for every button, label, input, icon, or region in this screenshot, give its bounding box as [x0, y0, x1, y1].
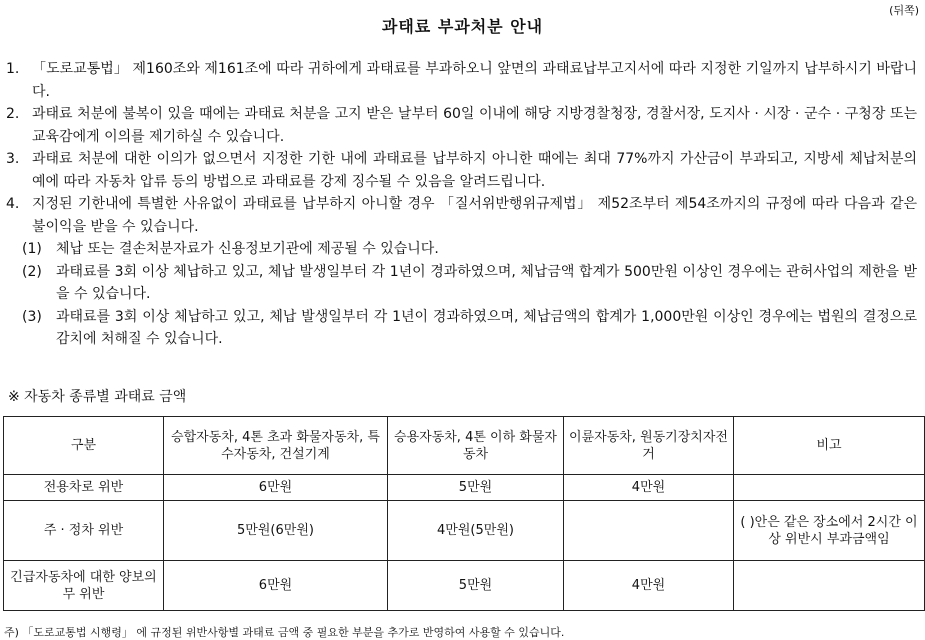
fine-amount-table: [3, 416, 925, 611]
table-cell: [734, 561, 925, 611]
header-cell-two-wheelers: 이륜자동차, 원동기장치자전거: [564, 417, 734, 475]
table-cell: 5만원(6만원): [164, 501, 388, 561]
page-title: 과태료 부과처분 안내: [381, 17, 544, 36]
table-cell: 4만원: [564, 561, 734, 611]
item-number: 1.: [6, 61, 20, 77]
item-text: 지정된 기한내에 특별한 사유없이 과태료를 납부하지 아니할 경우 「질서위반행위규제법」 제52조부터 제54조까지의 규정에 따라 다음과 같은 불이익을 받을 수 있습니다.: [32, 196, 917, 235]
list-item: [6, 58, 917, 103]
table-cell: 6만원: [164, 561, 388, 611]
table-cell: 주 · 정차 위반: [4, 501, 164, 561]
sub-item-text: 과태료를 3회 이상 체납하고 있고, 체납 발생일부터 각 1년이 경과하였으며, 체납금액 합계가 500만원 이상인 경우에는 관허사업의 제한을 받을 수 있습니다.: [56, 263, 917, 302]
sub-list-item: [6, 261, 917, 306]
item-number: 4.: [6, 196, 20, 212]
sub-item-number: (1): [22, 241, 42, 257]
page-side-label: (뒤쪽): [889, 4, 919, 17]
list-item: [6, 148, 917, 193]
table-cell: [734, 475, 925, 501]
table-cell: [564, 501, 734, 561]
table-cell: 6만원: [164, 475, 388, 501]
sub-list-item: [6, 306, 917, 351]
item-text: 「도로교통법」 제160조와 제161조에 따라 귀하에게 과태료를 부과하오니 앞면의 과태료납부고지서에 따라 지정한 기일까지 납부하시기 바랍니다.: [32, 61, 917, 100]
item-number: 2.: [6, 106, 20, 122]
table-cell: 전용차로 위반: [4, 475, 164, 501]
footnote: 주) 「도로교통법 시행령」 에 규정된 위반사항별 과태료 금액 중 필요한 부분을 추가로 반영하여 사용할 수 있습니다.: [4, 626, 565, 639]
table-cell: 긴급자동차에 대한 양보의무 위반: [4, 561, 164, 611]
list-item: [6, 193, 917, 238]
item-number: 3.: [6, 151, 20, 167]
table-cell: 5만원: [388, 475, 564, 501]
table-row: [4, 475, 925, 501]
table-header-row: [4, 417, 925, 475]
table-cell: 5만원: [388, 561, 564, 611]
table-cell: 4만원: [564, 475, 734, 501]
table-cell: ( )안은 같은 장소에서 2시간 이상 위반시 부과금액임: [734, 501, 925, 561]
table-caption: ※ 자동차 종류별 과태료 금액: [8, 389, 187, 405]
header-cell-remarks: 비고: [734, 417, 925, 475]
list-item: [6, 103, 917, 148]
table-row: [4, 561, 925, 611]
sub-item-number: (2): [22, 263, 42, 280]
notice-body: [6, 58, 917, 351]
table-row: [4, 501, 925, 561]
table-cell: 4만원(5만원): [388, 501, 564, 561]
sub-list-item: [6, 238, 917, 261]
header-cell-large-vehicles: 승합자동차, 4톤 초과 화물자동차, 특수자동차, 건설기계: [164, 417, 388, 475]
header-cell-passenger-cars: 승용자동차, 4톤 이하 화물자동차: [388, 417, 564, 475]
sub-item-number: (3): [22, 308, 42, 325]
item-text: 과태료 처분에 대한 이의가 없으면서 지정한 기한 내에 과태료를 납부하지 아니한 때에는 최대 77%까지 가산금이 부과되고, 지방세 체납처분의 예에 따라 자동차 압류 등의 방법으로 과태료를 강제 징수될 수 있음을 알려드립니다.: [32, 151, 917, 190]
sub-item-text: 과태료를 3회 이상 체납하고 있고, 체납 발생일부터 각 1년이 경과하였으며, 체납금액의 합계가 1,000만원 이상인 경우에는 법원의 결정으로 감치에 처해질 수 있습니다.: [56, 308, 917, 347]
header-cell-category: 구분: [4, 417, 164, 475]
item-text: 과태료 처분에 불복이 있을 때에는 과태료 처분을 고지 받은 날부터 60일 이내에 해당 지방경찰청장, 경찰서장, 도지사 · 시장 · 군수 · 구청장 또는 교육감에게 이의를 제기하실 수 있습니다.: [32, 106, 917, 145]
sub-item-text: 체납 또는 결손처분자료가 신용정보기관에 제공될 수 있습니다.: [56, 241, 439, 257]
